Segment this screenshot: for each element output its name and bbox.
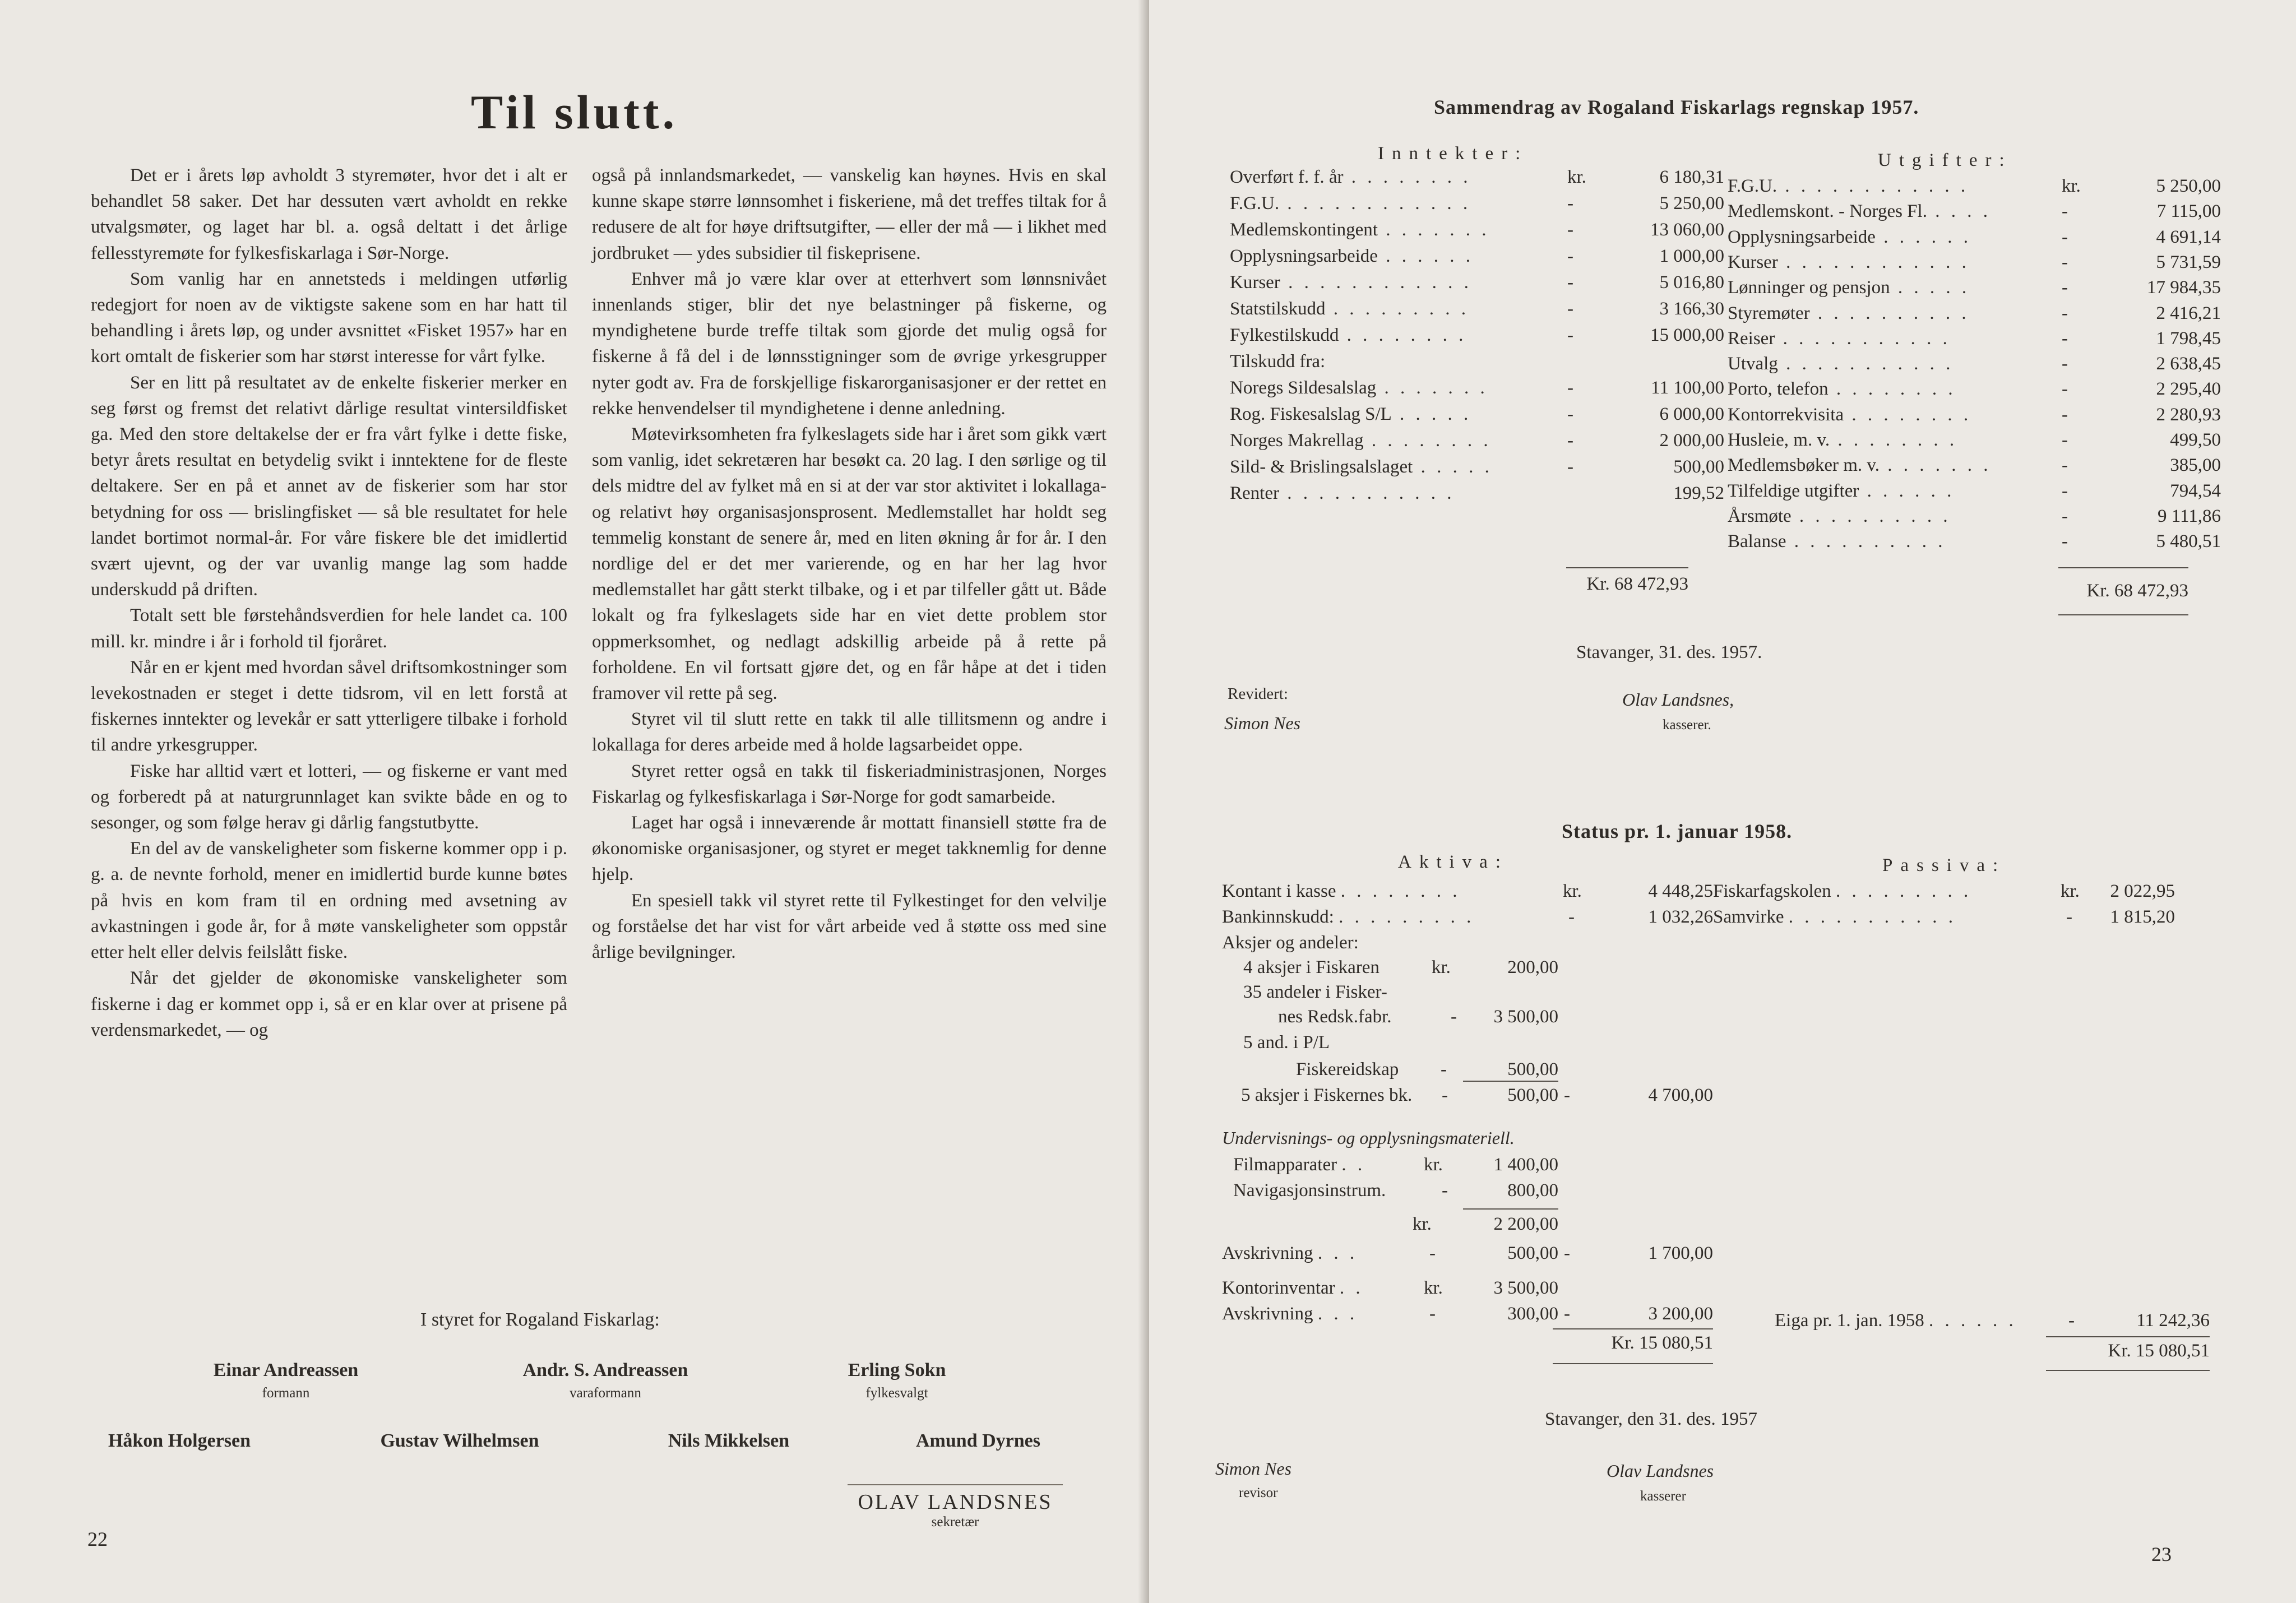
unit: kr. <box>1563 881 1582 901</box>
expense-amount: 499,50 <box>2170 430 2221 450</box>
expense-row <box>1728 354 1954 374</box>
right-page <box>1149 0 2296 1603</box>
asset-amount: 4 700,00 <box>1648 1085 1713 1105</box>
sum-rule <box>1553 1328 1713 1329</box>
income-label: Opplysningsarbeide <box>1230 246 1378 266</box>
expense-amount: 4 691,14 <box>2156 226 2221 247</box>
income-amount: 3 166,30 <box>1659 299 1724 319</box>
leader-dots: . . . . . . . . . . . . <box>1279 193 1471 214</box>
income-amount: 2 000,00 <box>1659 430 1724 451</box>
income-row <box>1230 325 1466 346</box>
sum-rule <box>1463 1081 1558 1082</box>
income-row <box>1230 299 1469 319</box>
income-row <box>1230 351 1325 372</box>
place-date-2: Stavanger, den 31. des. 1957 <box>1545 1409 1758 1429</box>
income-amount: 6 000,00 <box>1659 404 1724 424</box>
asset-label: Navigasjonsinstrum. <box>1233 1180 1386 1201</box>
member-name: Andr. S. Andreassen <box>522 1360 688 1380</box>
asset-amount: 2 200,00 <box>1493 1214 1558 1234</box>
paragraph: Ser en litt på resultatet av de enkelte fiskerier merker en seg først og fremst det relativt dårlige resultat vintersildfisket ga. Med den store deltakelse der er fra vårt fylke i dette fiske, betyr årets resultat en betydelig svikt i inntektene for de fleste deltakere. Ser en på et annet av de fiskerier som har stor betydning for oss — brislingfisket — så ble resultatet for hele landet bortimot normal-år. For våre fiskere ble det imidlertid svært ujevnt, og der var uvanlig mange lag som hadde underskudd på driften. <box>91 372 567 600</box>
income-amount: 5 250,00 <box>1659 193 1724 214</box>
unit: - <box>2062 480 2068 501</box>
expense-label: Årsmøte <box>1728 506 1792 526</box>
member-role: fylkesvalgt <box>865 1386 928 1401</box>
leader-dots: . . . . . . . <box>1376 378 1488 398</box>
income-amount: 199,52 <box>1673 483 1724 503</box>
unit: - <box>2062 531 2068 552</box>
leader-dots: . . . <box>1317 1304 1358 1324</box>
leader-dots: . . . . . . . . <box>1844 404 1972 425</box>
cashier-role-2: kasserer <box>1640 1489 1686 1504</box>
expense-row <box>1728 328 1951 349</box>
equity-row <box>1775 1310 2017 1331</box>
income-label: Statstilskudd <box>1230 299 1326 319</box>
paragraph: Som vanlig har en annetsteds i meldingen utførlig redegjort for noen av de viktigste sakene som en har hatt til behandling i årets løp, og under avsnittet «Fisket 1957» har en kort omtalt de fiskerier som har størst interesse for vårt fylke. <box>91 268 567 367</box>
unit: - <box>1567 272 1573 293</box>
leader-dots: . . . . . . . . . . . . <box>1777 176 1969 196</box>
teaching-material-label: Undervisnings- og opplysningsmateriell. <box>1222 1128 1515 1148</box>
leader-dots: . . . . . <box>1413 457 1493 477</box>
income-label: Renter <box>1230 483 1279 503</box>
expense-amount: 2 280,93 <box>2156 404 2221 425</box>
expense-label: Kurser <box>1728 252 1778 272</box>
page-number-left: 22 <box>87 1528 108 1550</box>
expense-row <box>1728 405 1971 425</box>
leader-dots: . . . . . . . . . . . <box>1788 907 1956 927</box>
unit: kr. <box>2061 881 2080 901</box>
shares-label: Aksjer og andeler: <box>1222 933 1359 953</box>
leader-dots: . . . . . . . . . <box>1836 881 1972 901</box>
expense-label: Kontorrekvisita <box>1728 404 1844 425</box>
income-amount: 6 180,31 <box>1659 167 1724 187</box>
unit: kr. <box>1413 1214 1432 1234</box>
expense-total-rule <box>2058 567 2188 568</box>
expense-label: Tilfeldige utgifter <box>1728 480 1859 501</box>
paragraph: En del av de vanskeligheter som fiskerne kommer opp i p. g. a. de nevnte forhold, mener en imidlertid burde kunne bøtes på hvis en kom fram til en ordning med avsetning av avkastningen i gode år, for å møte vanskeligheter som oppstår etter helt eller delvis feilslått fiske. <box>91 838 567 963</box>
expense-amount: 5 480,51 <box>2156 531 2221 552</box>
income-label: Tilskudd fra: <box>1230 351 1326 372</box>
revised-label: Revidert: <box>1228 685 1288 703</box>
unit: - <box>1441 1059 1447 1080</box>
leader-dots: . . . . . . <box>1859 480 1955 501</box>
expense-label: Husleie, m. v. <box>1728 430 1830 450</box>
unit: kr. <box>2062 176 2081 196</box>
paragraph: Laget har også i inneværende år mottatt finansiell støtte fra de økonomiske organisasjoner, og styret er meget takknemlig for denne hjelp. <box>592 813 1107 885</box>
leader-dots: . . . . . . . . <box>1363 430 1492 451</box>
unit: - <box>2062 277 2068 298</box>
leader-dots: . . . . . . . . . . . . <box>1280 272 1472 293</box>
liability-row <box>1713 881 1971 902</box>
unit: - <box>2062 379 2068 400</box>
unit: kr. <box>1424 1278 1443 1298</box>
member-name: Erling Sokn <box>848 1360 946 1380</box>
assets-total: Kr. 15 080,51 <box>1611 1333 1713 1353</box>
unit: - <box>2062 201 2068 222</box>
leader-dots: . . <box>1339 1278 1364 1298</box>
asset-row <box>1222 1243 1358 1264</box>
leader-dots: . . . . . . . . <box>1343 167 1471 187</box>
unit: kr. <box>1424 1155 1443 1175</box>
paragraph: Styret vil til slutt rette en takk til alle tillitsmenn og andre i lokallaga for deres arbeide med å holde lagsarbeidet oppe. <box>592 709 1107 756</box>
expense-row <box>1728 277 1970 298</box>
accounts-title: Sammendrag av Rogaland Fiskarlags regnskap 1957. <box>1434 96 1919 118</box>
expense-row <box>1728 252 1970 273</box>
unit: - <box>2062 455 2068 476</box>
expense-label: Utvalg <box>1728 354 1778 374</box>
income-row <box>1230 246 1474 267</box>
cashier-role-1: kasserer. <box>1663 717 1711 733</box>
income-amount: 1 000,00 <box>1659 246 1724 266</box>
asset-row <box>1222 1304 1358 1324</box>
board-member <box>493 1360 718 1401</box>
text-column-1 <box>91 163 567 1043</box>
leader-dots: . . . . . . . . . . . <box>1279 483 1455 503</box>
expense-amount: 7 115,00 <box>2156 201 2221 222</box>
leader-dots: . . . . . . . . . <box>1339 907 1475 927</box>
income-row <box>1230 220 1489 240</box>
unit: - <box>2062 303 2068 323</box>
asset-amount: 1 700,00 <box>1648 1243 1713 1263</box>
income-row <box>1230 483 1455 504</box>
income-amount: 13 060,00 <box>1650 220 1724 240</box>
expense-amount: 2 416,21 <box>2156 303 2221 323</box>
share-amount: 200,00 <box>1507 957 1558 977</box>
unit: - <box>1567 193 1573 214</box>
income-label: Fylkestilskudd <box>1230 325 1339 345</box>
income-row <box>1230 457 1493 478</box>
board-title: I styret for Rogaland Fiskarlag: <box>420 1309 660 1330</box>
paragraph: Når en er kjent med hvordan såvel driftsomkostninger som levekostnaden er steget i dette tidsrom, vil en lett forstå at fiskernes inntekter og levekår er satt ytterligere tilbake i forhold til andre yrkesgrupper. <box>91 657 567 756</box>
liability-label: Fiskarfagskolen <box>1713 881 1831 901</box>
member-name: Håkon Holgersen <box>108 1430 251 1451</box>
expense-row <box>1728 481 1955 502</box>
unit: - <box>1567 220 1573 240</box>
member-name: Gustav Wilhelmsen <box>380 1430 539 1451</box>
income-label: F.G.U. <box>1230 193 1280 214</box>
unit: - <box>2062 226 2068 247</box>
unit: - <box>1567 325 1573 345</box>
asset-row <box>1222 881 1460 902</box>
unit: - <box>1567 457 1573 477</box>
liability-amount: 1 815,20 <box>2110 907 2175 927</box>
expense-row <box>1728 201 1991 222</box>
total-underline <box>1553 1363 1713 1364</box>
unit: - <box>2062 354 2068 374</box>
unit: - <box>1442 1085 1448 1105</box>
leader-dots: . . . . . . . . . . <box>1791 506 1951 526</box>
paragraph: Det er i årets løp avholdt 3 styremøter, hvor det i alt er behandlet 58 saker. Det har dessuten vært avholdt en rekke utvalgsmøter, og laget har bl. a. også deltatt i det årlige fellesstyremøte for fylkesfiskarlaga i Sør-Norge. <box>91 165 567 263</box>
asset-label: Filmapparater <box>1233 1155 1337 1175</box>
total-underline <box>2046 1370 2210 1371</box>
unit: - <box>1564 1243 1570 1263</box>
income-row <box>1230 193 1471 214</box>
cashier-name-2: Olav Landsnes <box>1607 1461 1714 1481</box>
expense-label: Lønninger og pensjon <box>1728 277 1890 298</box>
leader-dots: . . . . . . . . . . . . <box>1777 252 1970 272</box>
expense-label: Medlemskont. - Norges Fl. <box>1728 201 1927 222</box>
equity-label: Eiga pr. 1. jan. 1958 <box>1775 1310 1924 1331</box>
leader-dots: . . . . <box>1927 201 1991 222</box>
leader-dots: . . . . . . . . <box>1339 325 1467 345</box>
article-title: Til slutt. <box>471 85 678 139</box>
unit: - <box>1568 907 1575 927</box>
share-amount: 500,00 <box>1507 1059 1558 1080</box>
leader-dots: . . <box>1341 1155 1366 1175</box>
expense-row <box>1728 531 1946 552</box>
share-label: 35 andeler i Fisker- <box>1243 982 1387 1002</box>
unit: - <box>1564 1304 1570 1324</box>
expense-amount: 17 984,35 <box>2147 277 2221 298</box>
member-role: formann <box>262 1386 310 1401</box>
income-row <box>1230 378 1488 399</box>
unit: - <box>1564 1085 1570 1105</box>
expense-row <box>1728 176 1969 197</box>
asset-amount: 300,00 <box>1507 1304 1558 1324</box>
board-member <box>185 1360 387 1401</box>
status-title: Status pr. 1. januar 1958. <box>1562 820 1793 842</box>
leader-dots: . . . . . <box>1890 277 1970 298</box>
assets-header: Aktiva: <box>1398 852 1508 872</box>
share-label: 4 aksjer i Fiskaren <box>1243 957 1380 977</box>
unit: - <box>2062 328 2068 349</box>
secretary-role: sekretær <box>931 1514 979 1530</box>
asset-label: Kontorinventar <box>1222 1278 1335 1298</box>
paragraph: Møtevirksomheten fra fylkeslagets side har i året som gikk vært som vanlig, idet sekretæren har besøkt ca. 20 lag. I den sørlige og til dels midtre del av fylket må en si at der var stor aktivitet i lokallaga- og relativt høy organisasjonsprosent. Medlemstallet har holdt seg temmelig konstant de senere år, med en liten økning år for år. I den nordlige del er det mer varierende, og en har her lag hvor medlemstallet har gått sterkt tilbake, og i et par tilfeller gått ut. Både lokalt og fra fylkeslagets side har en viet dette problem stor oppmerksomhet, og nedlagt adskillig arbeide på å rette på forholdene. En vil fortsatt gjøre det, og en får håpe at det i tiden framover vil rette på seg. <box>592 424 1107 704</box>
paragraph: Styret retter også en takk til fiskeriadministrasjonen, Norges Fiskarlag og fylkesfiskarlaga i Sør-Norge for godt samarbeide. <box>592 761 1107 807</box>
leader-dots: . . . . . . . . . . . <box>1777 354 1954 374</box>
unit: - <box>1567 430 1573 451</box>
income-total-rule <box>1566 567 1688 568</box>
expense-label: F.G.U. <box>1728 176 1777 196</box>
asset-amount: 500,00 <box>1507 1243 1558 1263</box>
income-header: Inntekter: <box>1378 143 1529 164</box>
expense-row <box>1728 379 1956 400</box>
member-role: varaformann <box>570 1386 641 1401</box>
expense-amount: 2 295,40 <box>2156 379 2221 400</box>
unit: - <box>1451 1007 1457 1027</box>
income-amount: 15 000,00 <box>1650 325 1724 345</box>
place-date-1: Stavanger, 31. des. 1957. <box>1576 642 1762 662</box>
expense-row <box>1728 303 1970 324</box>
liability-amount: 2 022,95 <box>2110 881 2175 901</box>
leader-dots: . . . . . . . <box>1879 455 1992 476</box>
paragraph: Fiske har alltid vært et lotteri, — og fiskerne er vant med og forberedt på at naturgrunnlaget kan svikte både en og to sesonger, og som følge herav gi dårlig fangstutbytte. <box>91 761 567 833</box>
expense-amount: 9 111,86 <box>2157 506 2221 526</box>
expense-amount: 5 250,00 <box>2156 176 2221 196</box>
expense-total-underline <box>2058 614 2188 615</box>
paragraph: Når det gjelder de økonomiske vanskeligheter som fiskerne i dag er kommet opp i, så er en klar over at prisene på verdensmarkedet, — og <box>91 968 567 1040</box>
paragraph: Totalt sett ble førstehåndsverdien for hele landet ca. 100 mill. kr. mindre i år i forhold til fjoråret. <box>91 605 567 652</box>
leader-dots: . . . . . . <box>1377 246 1474 266</box>
asset-label: Kontant i kasse <box>1222 881 1336 901</box>
leader-dots: . . . . . . . . . . <box>1809 303 1970 323</box>
secretary-name: OLAV LANDSNES <box>848 1484 1063 1514</box>
asset-label: Avskrivning <box>1222 1304 1313 1324</box>
income-label: Overført f. f. år <box>1230 167 1344 187</box>
income-label: Kurser <box>1230 272 1280 293</box>
share-label: 5 and. i P/L <box>1243 1032 1330 1053</box>
asset-amount: 4 448,25 <box>1648 881 1713 901</box>
unit: - <box>2062 506 2068 526</box>
income-label: Norges Makrellag <box>1230 430 1364 451</box>
expense-amount: 385,00 <box>2170 455 2221 476</box>
unit: - <box>1567 246 1573 266</box>
expense-row <box>1728 455 1991 476</box>
board-member <box>628 1430 830 1452</box>
equity-amount: 11 242,36 <box>2136 1310 2210 1331</box>
leader-dots: . . . . . . . . <box>1340 881 1461 901</box>
income-amount: 5 016,80 <box>1659 272 1724 293</box>
expense-label: Porto, telefon <box>1728 379 1829 400</box>
leader-dots: . . . <box>1317 1243 1358 1263</box>
share-label: 5 aksjer i Fiskernes bk. <box>1241 1085 1413 1105</box>
unit: kr. <box>1567 167 1586 187</box>
share-amount: 3 500,00 <box>1493 1007 1558 1027</box>
leader-dots: . . . . . . . . . <box>1325 299 1470 319</box>
asset-row <box>1222 907 1474 928</box>
unit: - <box>1567 378 1573 398</box>
expense-header: Utgifter: <box>1878 150 2012 170</box>
expense-row <box>1728 430 1957 451</box>
income-amount: 500,00 <box>1673 457 1724 477</box>
expense-amount: 2 638,45 <box>2156 354 2221 374</box>
income-label: Medlemskontingent <box>1230 220 1378 240</box>
asset-label: Avskrivning <box>1222 1243 1313 1263</box>
unit: - <box>1429 1304 1436 1324</box>
asset-row <box>1233 1155 1365 1175</box>
liabilities-total: Kr. 15 080,51 <box>2108 1341 2210 1361</box>
board-member <box>348 1430 572 1452</box>
auditor-name-1: Simon Nes <box>1224 713 1300 733</box>
liability-label: Samvirke <box>1713 907 1784 927</box>
unit: - <box>1429 1243 1436 1263</box>
member-name: Einar Andreassen <box>213 1360 359 1380</box>
income-label: Noregs Sildesalslag <box>1230 378 1377 398</box>
liabilities-header: Passiva: <box>1882 855 2006 875</box>
paragraph: En spesiell takk vil styret rette til Fylkestinget for den velvilje og forståelse det har vist for vårt arbeide ved å støtte oss med sine årlige bevilgninger. <box>592 890 1107 963</box>
board-member <box>886 1430 1071 1452</box>
asset-amount: 800,00 <box>1507 1180 1558 1201</box>
member-name: Amund Dyrnes <box>916 1430 1040 1451</box>
auditor-name-2: Simon Nes <box>1215 1458 1292 1479</box>
income-label: Sild- & Brislingsalslaget <box>1230 457 1413 477</box>
expense-label: Medlemsbøker m. v. <box>1728 455 1880 476</box>
secretary-signature <box>848 1484 1063 1530</box>
unit: - <box>2062 430 2068 450</box>
expense-label: Reiser <box>1728 328 1775 349</box>
income-row <box>1230 272 1472 293</box>
leader-dots: . . . . . . . . . . <box>1786 531 1946 552</box>
share-amount: 500,00 <box>1507 1085 1558 1105</box>
sum-rule <box>1463 1208 1558 1210</box>
expense-amount: 794,54 <box>2170 480 2221 501</box>
paragraph: også på innlandsmarkedet, — vanskelig kan høynes. Hvis en skal kunne skape større lønnsomhet i fiskeriene, må det treffes tiltak for å redusere de alt for høye driftsutgifter, — eller der må — i likhet med jordbruket — ydes subsidier til fiskeprisene. <box>592 165 1107 263</box>
page-number-right: 23 <box>2151 1543 2172 1565</box>
share-label: Fiskereidskap <box>1296 1059 1399 1080</box>
expense-amount: 5 731,59 <box>2156 252 2221 272</box>
asset-amount: 1 032,26 <box>1648 907 1713 927</box>
board-member <box>802 1360 992 1401</box>
leader-dots: . . . . . . . . <box>1830 430 1958 450</box>
leader-dots: . . . . . . <box>1928 1310 2017 1331</box>
liability-row <box>1713 907 1956 928</box>
asset-amount: 1 400,00 <box>1493 1155 1558 1175</box>
sum-rule <box>2046 1336 2210 1337</box>
leader-dots: . . . . . . <box>1875 226 1971 247</box>
leader-dots: . . . . . . . . <box>1828 379 1956 400</box>
unit: - <box>1567 299 1573 319</box>
unit: - <box>2066 907 2072 927</box>
asset-row <box>1222 1278 1364 1299</box>
unit: - <box>2062 404 2068 425</box>
cashier-name-1: Olav Landsnes, <box>1622 689 1734 710</box>
leader-dots: . . . . . . . <box>1377 220 1490 240</box>
unit: - <box>2062 252 2068 272</box>
income-total: Kr. 68 472,93 <box>1586 574 1688 594</box>
unit: - <box>1567 404 1573 424</box>
auditor-role-2: revisor <box>1239 1485 1278 1500</box>
text-column-2 <box>592 163 1107 965</box>
expense-label: Styremøter <box>1728 303 1810 323</box>
expense-label: Opplysningsarbeide <box>1728 226 1876 247</box>
member-name: Nils Mikkelsen <box>668 1430 790 1451</box>
unit: - <box>1442 1180 1448 1201</box>
board-member <box>78 1430 280 1452</box>
expense-label: Balanse <box>1728 531 1786 552</box>
income-label: Rog. Fiskesalslag S/L <box>1230 404 1392 424</box>
expense-row <box>1728 227 1971 248</box>
paragraph: Enhver må jo være klar over at etterhvert som lønnsnivået innenlands stiger, blir det nye belastninger på fiskerne, og myndighetene burde treffe tiltak som gjorde det mulig også for fiskerne å få del i de lønnsstigninger som de øvrige yrkesgrupper nyter godt av. Fra de forskjellige fiskarorganisasjoner er der rettet en rekke henvendelser til myndighetene i denne anledning. <box>592 268 1107 419</box>
income-row <box>1230 167 1471 188</box>
share-label: nes Redsk.fabr. <box>1278 1007 1392 1027</box>
asset-amount: 3 500,00 <box>1493 1278 1558 1298</box>
expense-row <box>1728 506 1951 527</box>
income-row <box>1230 404 1471 425</box>
expense-total: Kr. 68 472,93 <box>2086 581 2188 601</box>
unit: kr. <box>1432 957 1451 977</box>
income-amount: 11 100,00 <box>1651 378 1724 398</box>
unit: - <box>2068 1310 2075 1331</box>
asset-amount: 3 200,00 <box>1648 1304 1713 1324</box>
income-row <box>1230 430 1492 451</box>
asset-label: Bankinnskudd: <box>1222 907 1334 927</box>
leader-dots: . . . . . . . . . . . <box>1775 328 1951 349</box>
expense-amount: 1 798,45 <box>2156 328 2221 349</box>
leader-dots: . . . . . <box>1391 404 1472 424</box>
